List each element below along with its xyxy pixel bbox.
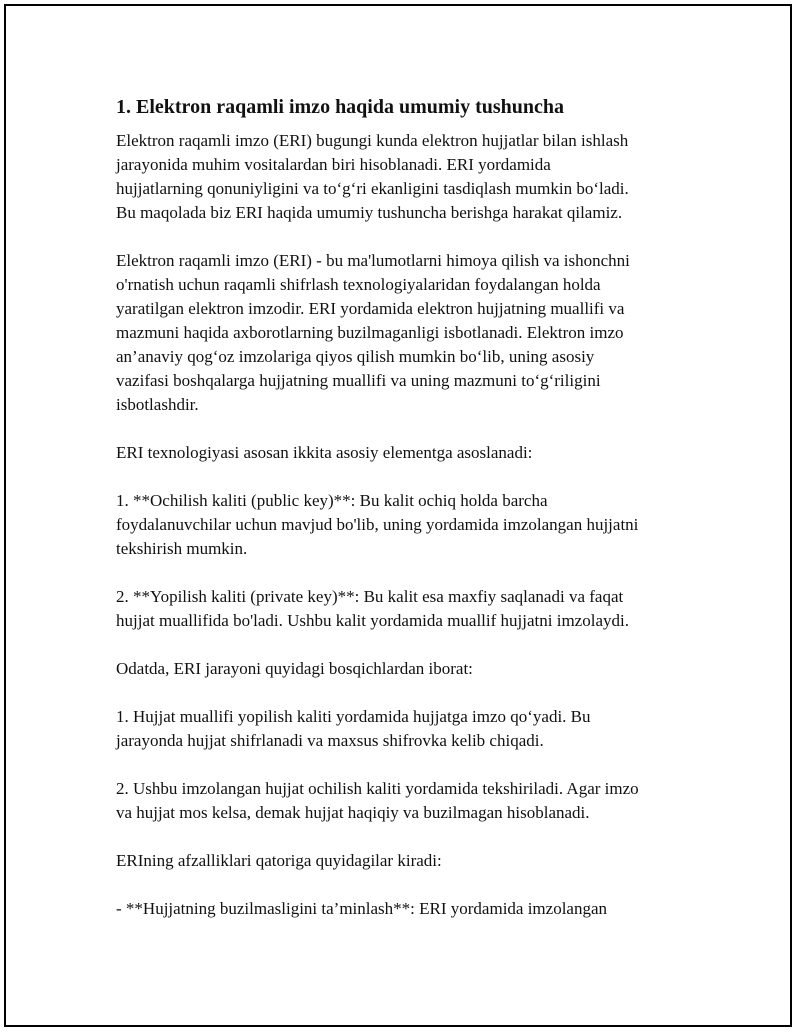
text-line: mazmuni haqida axborotlarning buzilmaganligi isbotlanadi. Elektron imzo [116, 323, 624, 342]
text-line: va hujjat mos kelsa, demak hujjat haqiqiy va buzilmagan hisoblanadi. [116, 803, 590, 822]
text-line: o'rnatish uchun raqamli shifrlash texnologiyalaridan foydalangan holda [116, 275, 601, 294]
section-heading: 1. Elektron raqamli imzo haqida umumiy tushuncha [116, 96, 565, 118]
list-item-private-key [116, 585, 716, 633]
text-line: ERI texnologiyasi asosan ikkita asosiy elementga asoslanadi: [116, 443, 533, 462]
text-line: yaratilgan elektron imzodir. ERI yordamida elektron hujjatning muallifi va [116, 299, 625, 318]
text-line: vazifasi boshqalarga hujjatning muallifi va uning mazmuni to‘g‘riligini [116, 371, 601, 390]
list-item-public-key [116, 489, 716, 561]
text-line: hujjatlarning qonuniyligini va to‘g‘ri ekanligini tasdiqlash mumkin bo‘ladi. [116, 179, 629, 198]
list-item-step-2 [116, 777, 716, 825]
paragraph-definition [116, 249, 716, 417]
text-line: - **Hujjatning buzilmasligini ta’minlash**: ERI yordamida imzolangan [116, 899, 608, 918]
text-line: Odatda, ERI jarayoni quyidagi bosqichlardan iborat: [116, 659, 473, 678]
text-line: Elektron raqamli imzo (ERI) bugungi kunda elektron hujjatlar bilan ishlash [116, 131, 629, 150]
paragraph-advantages-intro [116, 849, 716, 873]
list-item-advantage-1 [116, 897, 716, 921]
text-line: Elektron raqamli imzo (ERI) - bu ma'lumotlarni himoya qilish va ishonchni [116, 251, 630, 270]
text-line: isbotlashdir. [116, 395, 199, 414]
document-body [116, 94, 716, 921]
text-line: ERIning afzalliklari qatoriga quyidagilar kiradi: [116, 851, 442, 870]
list-item-step-1 [116, 705, 716, 753]
text-line: hujjat muallifida bo'ladi. Ushbu kalit yordamida muallif hujjatni imzolaydi. [116, 611, 629, 630]
text-line: 1. **Ochilish kaliti (public key)**: Bu kalit ochiq holda barcha [116, 491, 548, 510]
text-line: jarayonda hujjat shifrlanadi va maxsus shifrovka kelib chiqadi. [116, 731, 544, 750]
text-line: an’anaviy qog‘oz imzolariga qiyos qilish mumkin bo‘lib, uning asosiy [116, 347, 595, 366]
text-line: 2. Ushbu imzolangan hujjat ochilish kaliti yordamida tekshiriladi. Agar imzo [116, 779, 639, 798]
text-line: foydalanuvchilar uchun mavjud bo'lib, uning yordamida imzolangan hujjatni [116, 515, 639, 534]
text-line: tekshirish mumkin. [116, 539, 248, 558]
text-line: 1. Hujjat muallifi yopilish kaliti yordamida hujjatga imzo qo‘yadi. Bu [116, 707, 591, 726]
text-line: 2. **Yopilish kaliti (private key)**: Bu kalit esa maxfiy saqlanadi va faqat [116, 587, 624, 606]
text-line: jarayonida muhim vositalardan biri hisoblanadi. ERI yordamida [116, 155, 551, 174]
paragraph-intro [116, 129, 716, 225]
paragraph-process-intro [116, 657, 716, 681]
text-line: Bu maqolada biz ERI haqida umumiy tushuncha berishga harakat qilamiz. [116, 203, 623, 222]
paragraph-elements-intro [116, 441, 716, 465]
